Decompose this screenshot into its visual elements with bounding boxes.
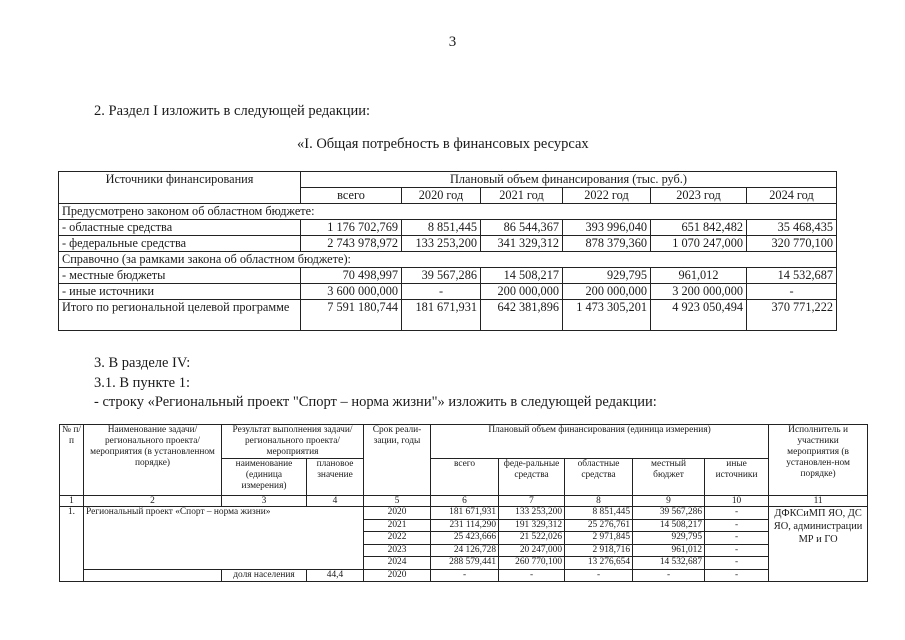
executors: ДФКСиМП ЯО, ДС ЯО, администрации МР и ГО bbox=[769, 507, 868, 582]
cell: 35 468,435 bbox=[747, 220, 837, 236]
cell: 24 126,728 bbox=[431, 544, 499, 557]
cell: 2 918,716 bbox=[565, 544, 633, 557]
cell: 878 379,360 bbox=[563, 236, 651, 252]
item-3-1-line: - строку «Региональный проект "Спорт – норма жизни"» изложить в следующей редакции: bbox=[94, 394, 657, 410]
row-label: - иные источники bbox=[59, 284, 301, 300]
cell: 14 532,687 bbox=[633, 557, 705, 570]
cell: 181 671,931 bbox=[402, 300, 481, 331]
page-number: 3 bbox=[448, 34, 457, 50]
item-3-1-text: 3.1. В пункте 1: bbox=[94, 375, 190, 391]
year-header: 2022 год bbox=[563, 188, 651, 204]
cell: - bbox=[747, 284, 837, 300]
h-fed: феде-ральные средства bbox=[499, 459, 565, 496]
year-cell: 2024 bbox=[364, 557, 431, 570]
cell: 14 508,217 bbox=[633, 519, 705, 532]
cell: 25 276,761 bbox=[565, 519, 633, 532]
cell: 961,012 bbox=[651, 268, 747, 284]
cell: 14 508,217 bbox=[481, 268, 563, 284]
year-header: 2023 год bbox=[651, 188, 747, 204]
h-local: местный бюджет bbox=[633, 459, 705, 496]
row-label: - федеральные средства bbox=[59, 236, 301, 252]
total-row bbox=[59, 300, 837, 331]
h-term: Срок реали-зации, годы bbox=[364, 425, 431, 496]
row-num: 1. bbox=[60, 507, 84, 582]
cell: 929,795 bbox=[563, 268, 651, 284]
h-result: Результат выполнения задачи/ регионального проекта/ мероприятия bbox=[222, 425, 364, 459]
table-row bbox=[59, 236, 837, 252]
cell: 14 532,687 bbox=[747, 268, 837, 284]
col-number: 4 bbox=[307, 496, 364, 507]
row-name: Региональный проект «Спорт – норма жизни» bbox=[84, 507, 364, 570]
col-number: 2 bbox=[84, 496, 222, 507]
col-planned-header: Плановый объем финансирования (тыс. руб.) bbox=[301, 172, 837, 188]
row-label: - областные средства bbox=[59, 220, 301, 236]
cell: 288 579,441 bbox=[431, 557, 499, 570]
year-cell: 2020 bbox=[364, 507, 431, 520]
section-1-title: «I. Общая потребность в финансовых ресурсах bbox=[297, 136, 589, 152]
cell: 1 070 247,000 bbox=[651, 236, 747, 252]
table-row bbox=[59, 268, 837, 284]
cell: - bbox=[402, 284, 481, 300]
cell: - bbox=[705, 557, 769, 570]
year-cell: 2020 bbox=[364, 569, 431, 582]
year-header: всего bbox=[301, 188, 402, 204]
cell: 181 671,931 bbox=[431, 507, 499, 520]
col-number: 1 bbox=[60, 496, 84, 507]
financing-needs-table bbox=[58, 171, 837, 331]
cell: 133 253,200 bbox=[499, 507, 565, 520]
cell: 3 200 000,000 bbox=[651, 284, 747, 300]
cell: 39 567,286 bbox=[402, 268, 481, 284]
h-result-name: наименование (единица измерения) bbox=[222, 459, 307, 496]
column-numbers-row bbox=[60, 496, 868, 507]
item-3-text: 3. В разделе IV: bbox=[94, 355, 191, 371]
h-num: № п/п bbox=[60, 425, 84, 496]
cell: 191 329,312 bbox=[499, 519, 565, 532]
cell: 7 591 180,744 bbox=[301, 300, 402, 331]
year-header: 2021 год bbox=[481, 188, 563, 204]
col-number: 7 bbox=[499, 496, 565, 507]
cell: - bbox=[705, 519, 769, 532]
item-2-text: 2. Раздел I изложить в следующей редакции: bbox=[94, 103, 371, 119]
h-result-value: плановое значение bbox=[307, 459, 364, 496]
cell: - bbox=[431, 569, 499, 582]
cell: 393 996,040 bbox=[563, 220, 651, 236]
cell: 1 176 702,769 bbox=[301, 220, 402, 236]
indicator-name: доля населения bbox=[222, 569, 307, 582]
cell: 13 276,654 bbox=[565, 557, 633, 570]
cell: - bbox=[705, 569, 769, 582]
cell: - bbox=[633, 569, 705, 582]
cell: - bbox=[565, 569, 633, 582]
cell: 86 544,367 bbox=[481, 220, 563, 236]
cell: 25 423,666 bbox=[431, 532, 499, 545]
h-name: Наименование задачи/ регионального проекта/ мероприятия (в установленном порядке) bbox=[84, 425, 222, 496]
cell: - bbox=[705, 507, 769, 520]
cell: 3 600 000,000 bbox=[301, 284, 402, 300]
cell: - bbox=[499, 569, 565, 582]
cell: 1 473 305,201 bbox=[563, 300, 651, 331]
table-row bbox=[59, 220, 837, 236]
cell: 642 381,896 bbox=[481, 300, 563, 331]
col-number: 3 bbox=[222, 496, 307, 507]
table-row bbox=[59, 284, 837, 300]
cell: 21 522,026 bbox=[499, 532, 565, 545]
cell: 70 498,997 bbox=[301, 268, 402, 284]
year-header: 2020 год bbox=[402, 188, 481, 204]
cell: 260 770,100 bbox=[499, 557, 565, 570]
cell: 39 567,286 bbox=[633, 507, 705, 520]
table-row bbox=[60, 507, 868, 520]
row-label: - местные бюджеты bbox=[59, 268, 301, 284]
cell: 8 851,445 bbox=[565, 507, 633, 520]
regional-project-table bbox=[59, 424, 868, 582]
col-number: 9 bbox=[633, 496, 705, 507]
h-other: иные источники bbox=[705, 459, 769, 496]
cell: 8 851,445 bbox=[402, 220, 481, 236]
table-row bbox=[60, 569, 868, 582]
cell: - bbox=[705, 532, 769, 545]
cell: 20 247,000 bbox=[499, 544, 565, 557]
col-number: 11 bbox=[769, 496, 868, 507]
col-source-header: Источники финансирования bbox=[59, 172, 301, 204]
cell: 651 842,482 bbox=[651, 220, 747, 236]
cell: 4 923 050,494 bbox=[651, 300, 747, 331]
cell: 133 253,200 bbox=[402, 236, 481, 252]
cell: 2 743 978,972 bbox=[301, 236, 402, 252]
h-reg: областные средства bbox=[565, 459, 633, 496]
col-number: 10 bbox=[705, 496, 769, 507]
h-exec: Исполнитель и участники мероприятия (в установлен-ном порядке) bbox=[769, 425, 868, 496]
cell: 320 770,100 bbox=[747, 236, 837, 252]
cell: 2 971,845 bbox=[565, 532, 633, 545]
indicator-value: 44,4 bbox=[307, 569, 364, 582]
col-number: 8 bbox=[565, 496, 633, 507]
year-header: 2024 год bbox=[747, 188, 837, 204]
cell: 231 114,290 bbox=[431, 519, 499, 532]
group-label: Предусмотрено законом об областном бюджете: bbox=[59, 204, 837, 220]
h-total: всего bbox=[431, 459, 499, 496]
year-cell: 2022 bbox=[364, 532, 431, 545]
empty-cell bbox=[84, 569, 222, 582]
year-cell: 2023 bbox=[364, 544, 431, 557]
col-number: 6 bbox=[431, 496, 499, 507]
year-cell: 2021 bbox=[364, 519, 431, 532]
cell: 961,012 bbox=[633, 544, 705, 557]
cell: 929,795 bbox=[633, 532, 705, 545]
cell: 200 000,000 bbox=[563, 284, 651, 300]
cell: 200 000,000 bbox=[481, 284, 563, 300]
cell: - bbox=[705, 544, 769, 557]
cell: 341 329,312 bbox=[481, 236, 563, 252]
total-label: Итого по региональной целевой программе bbox=[59, 300, 301, 331]
h-planned: Плановый объем финансирования (единица измерения) bbox=[431, 425, 769, 459]
group-label: Справочно (за рамками закона об областном бюджете): bbox=[59, 252, 837, 268]
cell: 370 771,222 bbox=[747, 300, 837, 331]
col-number: 5 bbox=[364, 496, 431, 507]
